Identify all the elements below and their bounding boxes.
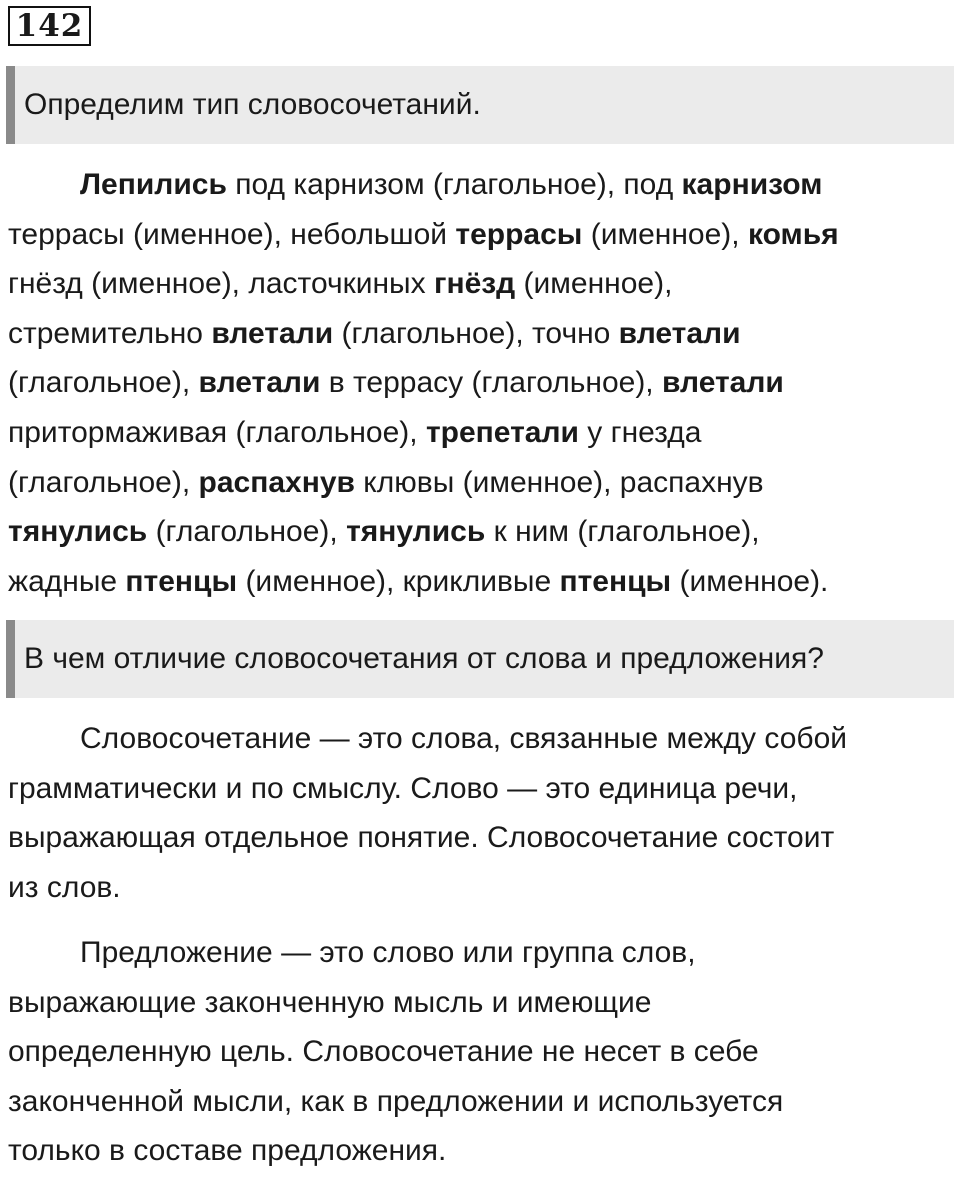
- bold-word: карнизом: [681, 168, 823, 201]
- text-run: (именное),: [582, 217, 748, 251]
- text-line: [8, 408, 954, 458]
- text-line: [8, 557, 954, 607]
- bold-word: Лепились: [80, 168, 227, 201]
- text-line: только в составе предложения.: [8, 1134, 447, 1168]
- text-run: (именное),: [515, 267, 673, 301]
- bold-word: птенцы: [559, 564, 672, 598]
- text-run: в террасу (глагольное),: [320, 366, 662, 400]
- bold-word: влетали: [618, 316, 741, 350]
- text-run: жадные: [8, 564, 126, 598]
- text-run: террасы (именное), небольшой: [8, 217, 456, 251]
- text-line: [8, 458, 954, 508]
- answer-paragraph-sentence: [8, 928, 954, 1176]
- text-run: под карнизом (глагольное), под: [226, 168, 682, 201]
- text-run: гнёзд (именное), ласточкиных: [8, 267, 434, 301]
- heading-text: Определим тип словосочетаний.: [24, 88, 481, 121]
- bold-word: влетали: [198, 366, 321, 400]
- heading-text: В чем отличие словосочетания от слова и предложения?: [24, 642, 824, 675]
- text-run: стремительно: [8, 316, 212, 350]
- bold-word: птенцы: [125, 564, 238, 598]
- text-run: у гнезда: [578, 415, 702, 449]
- text-line: Предложение — это слово или группа слов,: [80, 936, 696, 969]
- text-run: (глагольное),: [8, 366, 199, 400]
- bold-word: влетали: [661, 366, 784, 400]
- text-line: [8, 309, 954, 359]
- text-line: [8, 160, 954, 210]
- task-number: 142: [8, 6, 91, 46]
- text-line: выражающая отдельное понятие. Словосочетание состоит: [8, 821, 835, 855]
- text-line: определенную цель. Словосочетание не несет в себе: [8, 1035, 759, 1069]
- bold-word: трепетали: [425, 415, 579, 449]
- bold-word: влетали: [211, 316, 334, 350]
- text-line: [8, 358, 954, 408]
- text-line: из слов.: [8, 870, 121, 904]
- text-run: (именное), крикливые: [237, 564, 560, 598]
- bold-word: комья: [747, 217, 839, 251]
- text-run: (глагольное),: [8, 465, 199, 499]
- text-line: выражающие законченную мысль и имеющие: [8, 985, 652, 1019]
- text-line: [8, 507, 954, 557]
- text-line: Словосочетание — это слова, связанные между собой: [80, 722, 848, 755]
- text-run: клювы (именное), распахнув: [354, 465, 764, 499]
- text-line: законченной мысли, как в предложении и используется: [8, 1084, 784, 1118]
- bold-word: тянулись: [8, 515, 148, 549]
- text-run: (глагольное),: [147, 515, 347, 549]
- bold-word: гнёзд: [433, 267, 516, 301]
- answer-paragraph-word: [8, 714, 954, 912]
- bold-word: распахнув: [198, 465, 355, 499]
- text-line: грамматически и по смыслу. Слово — это единица речи,: [8, 771, 798, 805]
- section-heading-phrase-types: [6, 66, 954, 144]
- bold-word: террасы: [455, 217, 583, 251]
- text-run: к ним (глагольное),: [485, 515, 760, 549]
- text-run: (глагольное), точно: [333, 316, 619, 350]
- bold-word: тянулись: [346, 515, 486, 549]
- phrase-types-paragraph: [8, 160, 954, 606]
- section-heading-question: [6, 620, 954, 698]
- text-run: притормаживая (глагольное),: [8, 415, 426, 449]
- text-line: [8, 210, 954, 260]
- text-run: (именное).: [671, 564, 829, 598]
- text-line: [8, 259, 954, 309]
